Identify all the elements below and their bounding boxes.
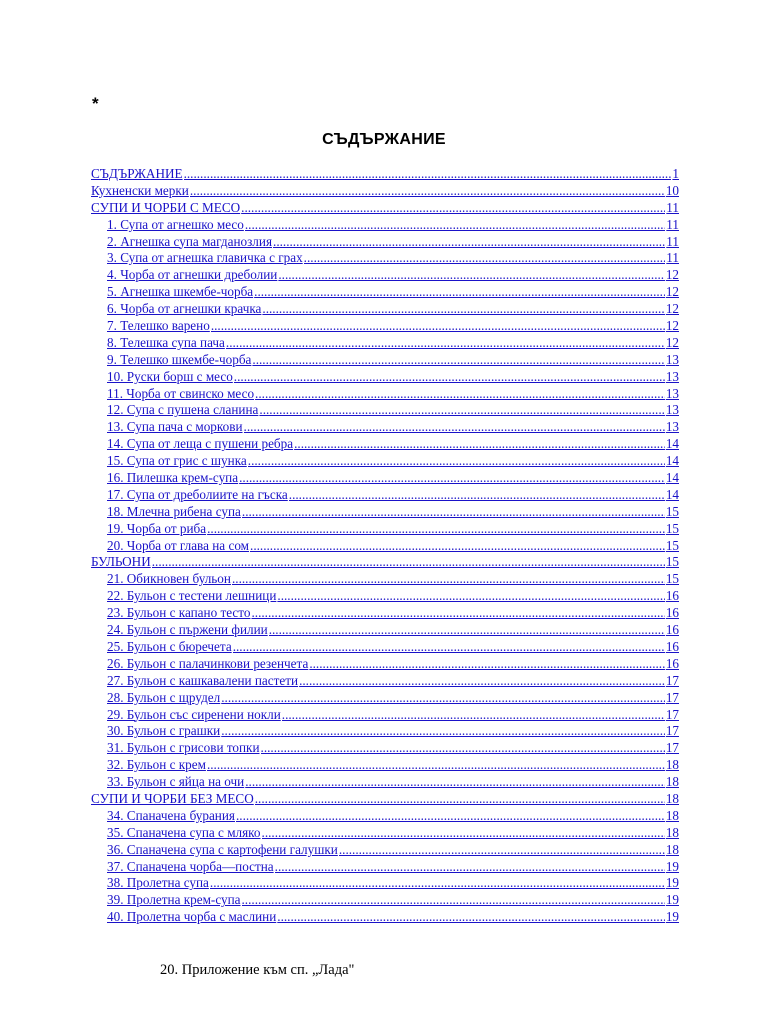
toc-entry-page: 12 <box>665 318 679 334</box>
toc-dot-leader <box>339 842 665 859</box>
toc-dot-leader <box>252 352 664 369</box>
toc-entry-title: 38. Пролетна супа <box>107 875 209 891</box>
toc-entry-page: 15 <box>665 554 679 570</box>
toc-entry-page: 11 <box>666 216 679 232</box>
toc-entry-page: 19 <box>665 909 679 925</box>
toc-entry-page: 14 <box>665 486 679 502</box>
toc-dot-leader <box>210 875 665 892</box>
toc-entry-page: 16 <box>665 622 679 638</box>
toc-dot-leader <box>244 419 665 436</box>
toc-entry[interactable] <box>91 470 679 487</box>
toc-dot-leader <box>184 166 672 183</box>
toc-entry[interactable] <box>91 335 679 352</box>
toc-entry-page: 18 <box>665 841 679 857</box>
toc-entry-page: 13 <box>665 351 679 367</box>
toc-dot-leader <box>277 909 665 926</box>
toc-dot-leader <box>239 470 665 487</box>
toc-entry-title: 27. Бульон с кашкавалени пастети <box>107 672 299 688</box>
toc-entry[interactable] <box>91 419 679 436</box>
toc-dot-leader <box>221 690 665 707</box>
toc-entry[interactable] <box>91 369 679 386</box>
toc-entry-title: 6. Чорба от агнешки крачка <box>107 301 262 317</box>
toc-entry[interactable] <box>91 487 679 504</box>
toc-dot-leader <box>245 774 665 791</box>
toc-entry-title: 2. Агнешка супа магданозлия <box>107 233 273 249</box>
toc-entry-page: 18 <box>665 774 679 790</box>
toc-dot-leader <box>254 284 665 301</box>
toc-entry[interactable] <box>91 791 679 808</box>
toc-dot-leader <box>299 673 665 690</box>
toc-dot-leader <box>152 554 665 571</box>
toc-entry-page: 15 <box>665 571 679 587</box>
toc-entry-page: 16 <box>665 638 679 654</box>
toc-dot-leader <box>278 267 664 284</box>
toc-entry-title: 21. Обикновен бульон <box>107 571 231 587</box>
toc-entry[interactable] <box>91 740 679 757</box>
toc-dot-leader <box>261 740 665 757</box>
toc-dot-leader <box>269 622 665 639</box>
toc-dot-leader <box>221 723 665 740</box>
toc-entry-page: 11 <box>666 233 679 249</box>
toc-entry-title: 39. Пролетна крем-супа <box>107 892 241 908</box>
toc-entry-page: 15 <box>665 520 679 536</box>
toc-entry[interactable] <box>91 166 679 183</box>
toc-entry-title: 32. Бульон с крем <box>107 757 206 773</box>
toc-entry-title: 14. Супа от леща с пушени ребра <box>107 436 294 452</box>
toc-entry-title: БУЛЬОНИ <box>91 554 151 570</box>
toc-entry-page: 11 <box>666 199 679 215</box>
toc-entry-title: 30. Бульон с грашки <box>107 723 221 739</box>
toc-entry-page: 1 <box>672 166 679 181</box>
toc-dot-leader <box>232 571 665 588</box>
toc-entry[interactable] <box>91 453 679 470</box>
toc-entry[interactable] <box>91 774 679 791</box>
toc-entry-title: 11. Чорба от свинско месо <box>107 385 255 401</box>
toc-entry-title: 10. Руски борш с месо <box>107 368 233 384</box>
toc-entry-title: СУПИ И ЧОРБИ БЕЗ МЕСО <box>91 790 254 806</box>
toc-entry[interactable] <box>91 352 679 369</box>
toc-dot-leader <box>233 639 665 656</box>
toc-entry-page: 18 <box>665 807 679 823</box>
asterisk-mark: * <box>92 94 99 113</box>
toc-entry-page: 12 <box>665 267 679 283</box>
toc-entry-title: 31. Бульон с грисови топки <box>107 740 260 756</box>
page-footer: 20. Приложение към сп. „Лада" <box>160 962 355 978</box>
toc-entry-page: 16 <box>665 588 679 604</box>
toc-entry-page: 18 <box>665 790 679 806</box>
toc-dot-leader <box>273 234 665 251</box>
toc-entry-title: 3. Супа от агнешка главичка с грах <box>107 250 303 266</box>
toc-entry-page: 19 <box>665 858 679 874</box>
toc-entry[interactable] <box>91 757 679 774</box>
toc-dot-leader <box>242 504 665 521</box>
toc-entry-title: 36. Спаначена супа с картофени галушки <box>107 841 338 857</box>
toc-entry[interactable] <box>91 690 679 707</box>
toc-entry-title: СЪДЪРЖАНИЕ <box>91 166 183 181</box>
toc-entry-page: 18 <box>665 824 679 840</box>
toc-dot-leader <box>282 707 665 724</box>
toc-entry[interactable] <box>91 284 679 301</box>
toc-dot-leader <box>277 588 664 605</box>
toc-entry[interactable] <box>91 436 679 453</box>
toc-entry[interactable] <box>91 842 679 859</box>
toc-entry-page: 13 <box>665 385 679 401</box>
toc-dot-leader <box>294 436 665 453</box>
toc-entry-title: 29. Бульон със сиренени нокли <box>107 706 281 722</box>
toc-entry-title: 26. Бульон с палачинкови резенчета <box>107 655 309 671</box>
toc-entry[interactable] <box>91 538 679 555</box>
toc-entry[interactable] <box>91 673 679 690</box>
toc-dot-leader <box>250 538 665 555</box>
toc-dot-leader <box>289 487 665 504</box>
toc-dot-leader <box>234 369 665 386</box>
toc-entry-page: 14 <box>665 470 679 486</box>
toc-entry[interactable] <box>91 183 679 200</box>
toc-entry-page: 12 <box>665 301 679 317</box>
toc-entry-page: 14 <box>665 453 679 469</box>
toc-dot-leader <box>255 386 665 403</box>
toc-entry-page: 15 <box>665 503 679 519</box>
toc-dot-leader <box>251 605 664 622</box>
toc-entry[interactable] <box>91 875 679 892</box>
toc-dot-leader <box>309 656 664 673</box>
toc-entry-title: Кухненски мерки <box>91 182 189 198</box>
toc-entry-title: 23. Бульон с капано тесто <box>107 605 251 621</box>
toc-entry-title: 37. Спаначена чорба—постна <box>107 858 274 874</box>
toc-dot-leader <box>275 859 665 876</box>
toc-entry-page: 13 <box>665 368 679 384</box>
toc-entry-title: 19. Чорба от риба <box>107 520 207 536</box>
toc-dot-leader <box>207 757 665 774</box>
toc-entry[interactable] <box>91 622 679 639</box>
toc-dot-leader <box>304 250 666 267</box>
toc-entry-title: СУПИ И ЧОРБИ С МЕСО <box>91 199 241 215</box>
toc-entry[interactable] <box>91 571 679 588</box>
toc-entry[interactable] <box>91 639 679 656</box>
toc-entry[interactable] <box>91 859 679 876</box>
toc-entry-title: 17. Супа от дреболиите на гъска <box>107 486 288 502</box>
toc-dot-leader <box>259 402 664 419</box>
table-of-contents <box>91 166 679 926</box>
toc-entry-title: 9. Телешко шкембе-чорба <box>107 351 252 367</box>
toc-entry-title: 4. Чорба от агнешки дреболии <box>107 267 278 283</box>
toc-entry-title: 13. Супа пача с моркови <box>107 419 243 435</box>
toc-dot-leader <box>241 200 665 217</box>
toc-dot-leader <box>262 825 665 842</box>
toc-entry[interactable] <box>91 301 679 318</box>
toc-dot-leader <box>207 521 665 538</box>
toc-entry[interactable] <box>91 825 679 842</box>
toc-entry-title: 24. Бульон с пържени филии <box>107 622 268 638</box>
toc-entry-title: 35. Спаначена супа с мляко <box>107 824 261 840</box>
toc-entry-page: 17 <box>665 672 679 688</box>
toc-entry-page: 14 <box>665 436 679 452</box>
toc-entry[interactable] <box>91 808 679 825</box>
toc-entry-page: 19 <box>665 875 679 891</box>
toc-entry-title: 12. Супа с пушена сланина <box>107 402 259 418</box>
toc-entry-title: 22. Бульон с тестени лешници <box>107 588 277 604</box>
toc-entry-title: 18. Млечна рибена супа <box>107 503 241 519</box>
toc-entry-title: 33. Бульон с яйца на очи <box>107 774 245 790</box>
toc-entry-page: 17 <box>665 723 679 739</box>
toc-entry[interactable] <box>91 707 679 724</box>
toc-entry-title: 25. Бульон с бюречета <box>107 638 232 654</box>
toc-entry[interactable] <box>91 200 679 217</box>
toc-entry-page: 16 <box>665 655 679 671</box>
toc-dot-leader <box>255 791 665 808</box>
toc-dot-leader <box>226 335 665 352</box>
toc-dot-leader <box>242 892 665 909</box>
toc-entry[interactable] <box>91 588 679 605</box>
page-title: СЪДЪРЖАНИЕ <box>322 131 446 148</box>
toc-entry-page: 16 <box>665 605 679 621</box>
toc-entry-page: 12 <box>665 284 679 300</box>
toc-entry-page: 19 <box>665 892 679 908</box>
toc-entry[interactable] <box>91 521 679 538</box>
toc-entry-title: 7. Телешко варено <box>107 318 210 334</box>
toc-entry-title: 1. Супа от агнешко месо <box>107 216 244 232</box>
toc-entry-title: 15. Супа от грис с шунка <box>107 453 247 469</box>
toc-entry-page: 18 <box>665 757 679 773</box>
toc-entry[interactable] <box>91 554 679 571</box>
toc-entry-title: 20. Чорба от глава на сом <box>107 537 250 553</box>
toc-entry-page: 10 <box>665 182 679 198</box>
toc-entry[interactable] <box>91 723 679 740</box>
toc-entry-page: 12 <box>665 334 679 350</box>
toc-entry[interactable] <box>91 217 679 234</box>
toc-dot-leader <box>211 318 665 335</box>
toc-entry-title: 16. Пилешка крем-супа <box>107 470 239 486</box>
toc-entry[interactable] <box>91 656 679 673</box>
toc-entry[interactable] <box>91 386 679 403</box>
toc-entry-page: 13 <box>665 402 679 418</box>
toc-entry-page: 17 <box>665 689 679 705</box>
toc-entry[interactable] <box>91 605 679 622</box>
toc-dot-leader <box>190 183 665 200</box>
toc-entry[interactable] <box>91 892 679 909</box>
toc-entry-page: 17 <box>665 706 679 722</box>
toc-entry[interactable] <box>91 504 679 521</box>
toc-entry-page: 13 <box>665 419 679 435</box>
toc-entry-page: 17 <box>665 740 679 756</box>
toc-dot-leader <box>236 808 665 825</box>
toc-entry-page: 15 <box>665 537 679 553</box>
toc-entry-title: 5. Агнешка шкембе-чорба <box>107 284 254 300</box>
toc-entry[interactable] <box>91 318 679 335</box>
toc-entry-title: 8. Телешка супа пача <box>107 334 225 350</box>
toc-dot-leader <box>245 217 665 234</box>
toc-dot-leader <box>248 453 665 470</box>
toc-entry[interactable] <box>91 267 679 284</box>
toc-entry[interactable] <box>91 250 679 267</box>
toc-entry-title: 34. Спаначена бурания <box>107 807 235 823</box>
toc-entry-title: 28. Бульон с щрудел <box>107 689 221 705</box>
toc-entry[interactable] <box>91 402 679 419</box>
toc-entry-page: 11 <box>666 250 679 266</box>
toc-entry[interactable] <box>91 909 679 926</box>
toc-dot-leader <box>262 301 664 318</box>
toc-entry-title: 40. Пролетна чорба с маслини <box>107 909 277 925</box>
toc-entry[interactable] <box>91 234 679 251</box>
